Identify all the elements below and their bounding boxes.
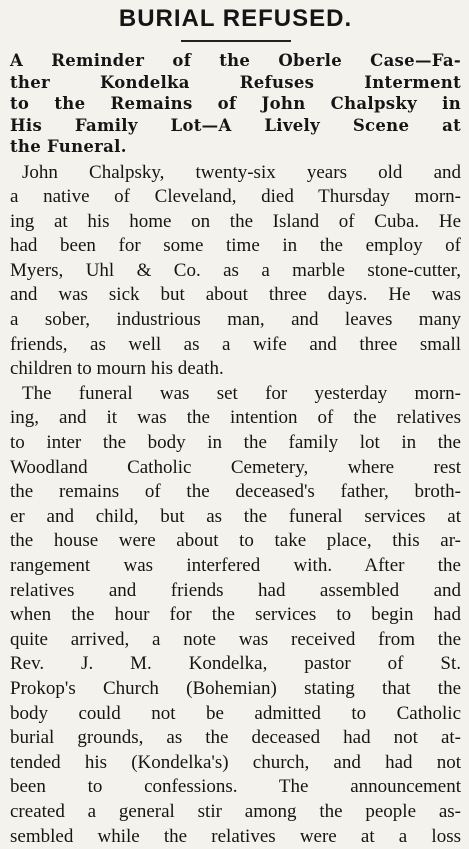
- body-line: the house were about to take place, this ar-: [10, 529, 461, 554]
- body-line: been to confessions. The announcement: [10, 775, 461, 800]
- subhead-line: His Family Lot—A Lively Scene at: [10, 115, 461, 137]
- body-line: children to mourn his death.: [10, 357, 461, 382]
- subheadline: [10, 50, 461, 158]
- body-line: friends, as well as a wife and three small: [10, 333, 461, 358]
- paragraph-2: [10, 382, 461, 849]
- subhead-line: the Funeral.: [10, 136, 461, 158]
- body-line: The funeral was set for yesterday morn-: [10, 382, 461, 407]
- body-line: Woodland Catholic Cemetery, where rest: [10, 456, 461, 481]
- body-line: ing at his home on the Island of Cuba. He: [10, 210, 461, 235]
- body-line: John Chalpsky, twenty-six years old and: [10, 161, 461, 186]
- subhead-line: ther Kondelka Refuses Interment: [10, 72, 461, 94]
- body-line: a sober, industrious man, and leaves many: [10, 308, 461, 333]
- body-line: tended his (Kondelka's) church, and had not: [10, 751, 461, 776]
- body-line: burial grounds, as the deceased had not at-: [10, 726, 461, 751]
- body-line: relatives and friends had assembled and: [10, 579, 461, 604]
- subhead-line: to the Remains of John Chalpsky in: [10, 93, 461, 115]
- body-line: to inter the body in the family lot in the: [10, 431, 461, 456]
- body-line: Prokop's Church (Bohemian) stating that the: [10, 677, 461, 702]
- headline-divider: [181, 40, 291, 42]
- body-line: the remains of the deceased's father, broth-: [10, 480, 461, 505]
- body-line: when the hour for the services to begin had: [10, 603, 461, 628]
- body-line: er and child, but as the funeral services at: [10, 505, 461, 530]
- body-line: quite arrived, a note was received from the: [10, 628, 461, 653]
- subhead-line: A Reminder of the Oberle Case—Fa-: [10, 50, 461, 72]
- article-body: [10, 161, 461, 849]
- body-line: Myers, Uhl & Co. as a marble stone-cutter,: [10, 259, 461, 284]
- body-line: sembled while the relatives were at a loss: [10, 825, 461, 849]
- body-line: and was sick but about three days. He was: [10, 283, 461, 308]
- headline: BURIAL REFUSED.: [10, 4, 461, 34]
- body-line: ing, and it was the intention of the relatives: [10, 406, 461, 431]
- body-line: body could not be admitted to Catholic: [10, 702, 461, 727]
- body-line: Rev. J. M. Kondelka, pastor of St.: [10, 652, 461, 677]
- body-line: created a general stir among the people as-: [10, 800, 461, 825]
- body-line: had been for some time in the employ of: [10, 234, 461, 259]
- paragraph-1: [10, 161, 461, 382]
- body-line: rangement was interfered with. After the: [10, 554, 461, 579]
- body-line: a native of Cleveland, died Thursday morn-: [10, 185, 461, 210]
